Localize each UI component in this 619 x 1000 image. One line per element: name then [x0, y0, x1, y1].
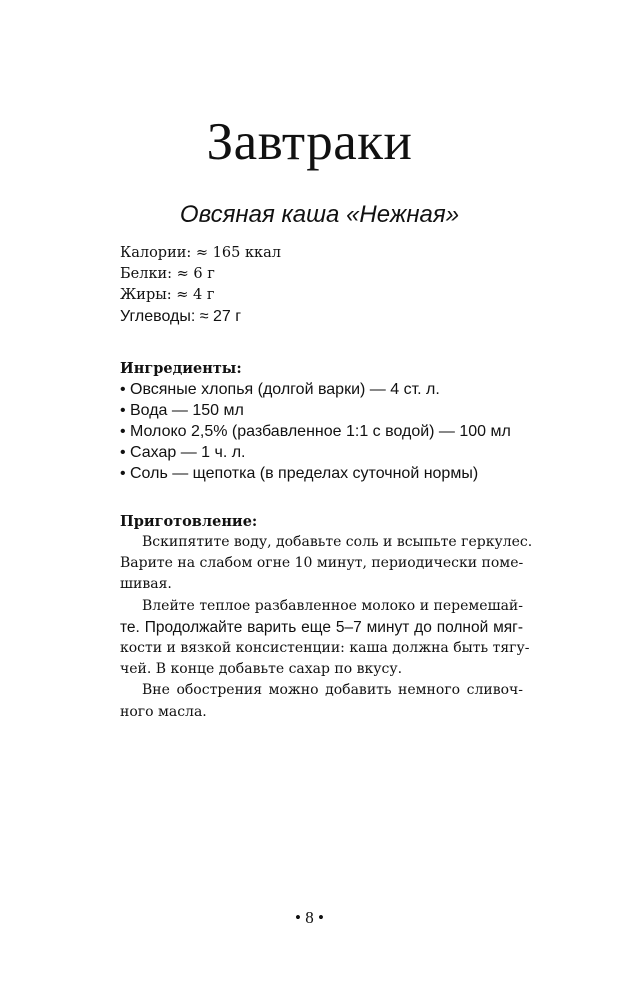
text-line: [120, 617, 523, 638]
nutrition-label: Белки:: [120, 266, 173, 282]
recipe-title: Овсяная каша «Нежная»: [179, 201, 460, 228]
ingredients-list: [120, 379, 523, 484]
bullet-icon: •: [120, 402, 126, 419]
preparation-paragraph-1: [120, 532, 533, 596]
nutrition-value: ≈ 165 ккал: [195, 245, 281, 261]
text-run: те. Продолжайте варить еще 5–7 минут до полной мяг-: [120, 618, 523, 636]
nutrition-label: Углеводы:: [120, 308, 196, 325]
ingredient-text: Овсяные хлопья (долгой варки) — 4 ст. л.: [130, 381, 440, 398]
preparation-heading: Приготовление:: [120, 513, 258, 530]
nutrition-protein: [120, 264, 523, 285]
text-line: чей. В конце добавьте сахар по вкусу.: [120, 661, 403, 678]
ingredient-text: Соль — щепотка (в пределах суточной нормы): [130, 465, 479, 482]
nutrition-carbs: [120, 306, 523, 327]
bullet-icon: •: [120, 381, 126, 398]
text-line: Вне обострения можно добавить немного сливоч-: [142, 682, 523, 699]
recipe-content: [120, 243, 533, 723]
preparation-paragraph-2: [120, 596, 530, 681]
nutrition-value: ≈ 6 г: [176, 266, 215, 282]
bullet-icon: •: [120, 444, 126, 461]
text-line: кости и вязкой консистенции: каша должна быть тягу-: [120, 639, 530, 656]
page-number: • 8 •: [295, 908, 324, 927]
list-item: [120, 463, 523, 484]
list-item: [120, 400, 523, 421]
text-line: Вскипятите воду, добавьте соль и всыпьте геркулес.: [142, 534, 533, 550]
nutrition-value: ≈ 27 г: [199, 308, 242, 325]
nutrition-value: ≈ 4 г: [176, 287, 215, 303]
text-line: шивая.: [120, 576, 172, 593]
preparation-paragraph-3: [120, 680, 523, 722]
nutrition-info: [120, 243, 523, 327]
nutrition-label: Калории:: [120, 245, 192, 261]
bullet-icon: •: [120, 465, 126, 482]
bullet-icon: •: [120, 423, 126, 440]
text-line: Варите на слабом огне 10 минут, периодически поме-: [120, 555, 524, 572]
ingredients-heading: Ингредиенты:: [120, 360, 242, 377]
text-line: ного масла.: [120, 703, 207, 720]
nutrition-label: Жиры:: [120, 287, 172, 303]
chapter-title: Завтраки: [206, 113, 413, 171]
list-item: [120, 421, 523, 442]
list-item: [120, 379, 523, 400]
nutrition-calories: [120, 243, 523, 264]
ingredient-text: Вода — 150 мл: [130, 402, 244, 419]
text-line: Влейте теплое разбавленное молоко и перемешай-: [142, 597, 523, 614]
ingredient-text: Молоко 2,5% (разбавленное 1:1 с водой) — 100 мл: [130, 423, 511, 440]
ingredient-text: Сахар — 1 ч. л.: [130, 444, 246, 461]
nutrition-fat: [120, 285, 523, 306]
list-item: [120, 442, 523, 463]
